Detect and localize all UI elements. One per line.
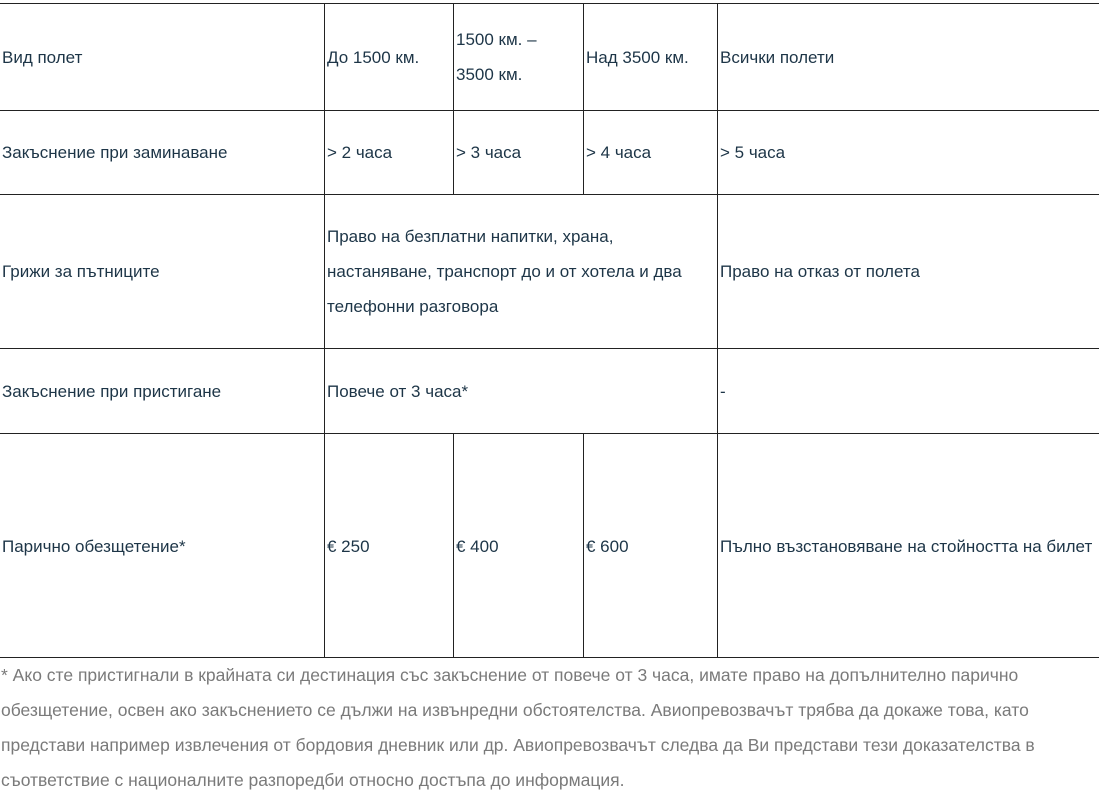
header-over-3500: Над 3500 км. [583, 3, 717, 110]
arrival-delay-label: Закъснение при пристигане [0, 348, 324, 433]
compensation-c4: Пълно възстановяване на стойността на билет [717, 433, 1099, 658]
header-up-to-1500: До 1500 км. [324, 3, 453, 110]
departure-delay-c2: > 3 часа [453, 110, 583, 194]
passenger-care-all: Право на отказ от полета [717, 194, 1099, 348]
header-1500-3500: 1500 км. – 3500 км. [453, 3, 583, 110]
compensation-table [0, 3, 1099, 658]
compensation-c1: € 250 [324, 433, 453, 658]
passenger-care-label: Грижи за пътниците [0, 194, 324, 348]
arrival-delay-value: Повече от 3 часа* [324, 348, 717, 433]
arrival-delay-all: - [717, 348, 1099, 433]
departure-delay-c3: > 4 часа [583, 110, 717, 194]
compensation-c2: € 400 [453, 433, 583, 658]
departure-delay-c1: > 2 часа [324, 110, 453, 194]
footnote: * Ако сте пристигнали в крайната си дестинация със закъснение от повече от 3 часа, имате право на допълнително парично обезщетение, освен ако закъснението се дължи на извънредни обстоятелства. Авиопревозвачът трябва да докаже това, като представи например извлечения от бордовия дневник или др. Авиопревозвачът следва да Ви представи тези доказателства в съответствие с националните разпоредби относно достъпа до информация. [1, 665, 1035, 790]
departure-delay-c4: > 5 часа [717, 110, 1099, 194]
passenger-care-rights: Право на безплатни напитки, храна, настаняване, транспорт до и от хотела и два телефонни разговора [324, 194, 717, 348]
compensation-c3: € 600 [583, 433, 717, 658]
header-flight-type: Вид полет [0, 3, 324, 110]
header-all-flights: Всички полети [717, 3, 1099, 110]
compensation-label: Парично обезщетение* [0, 433, 324, 658]
departure-delay-label: Закъснение при заминаване [0, 110, 324, 194]
